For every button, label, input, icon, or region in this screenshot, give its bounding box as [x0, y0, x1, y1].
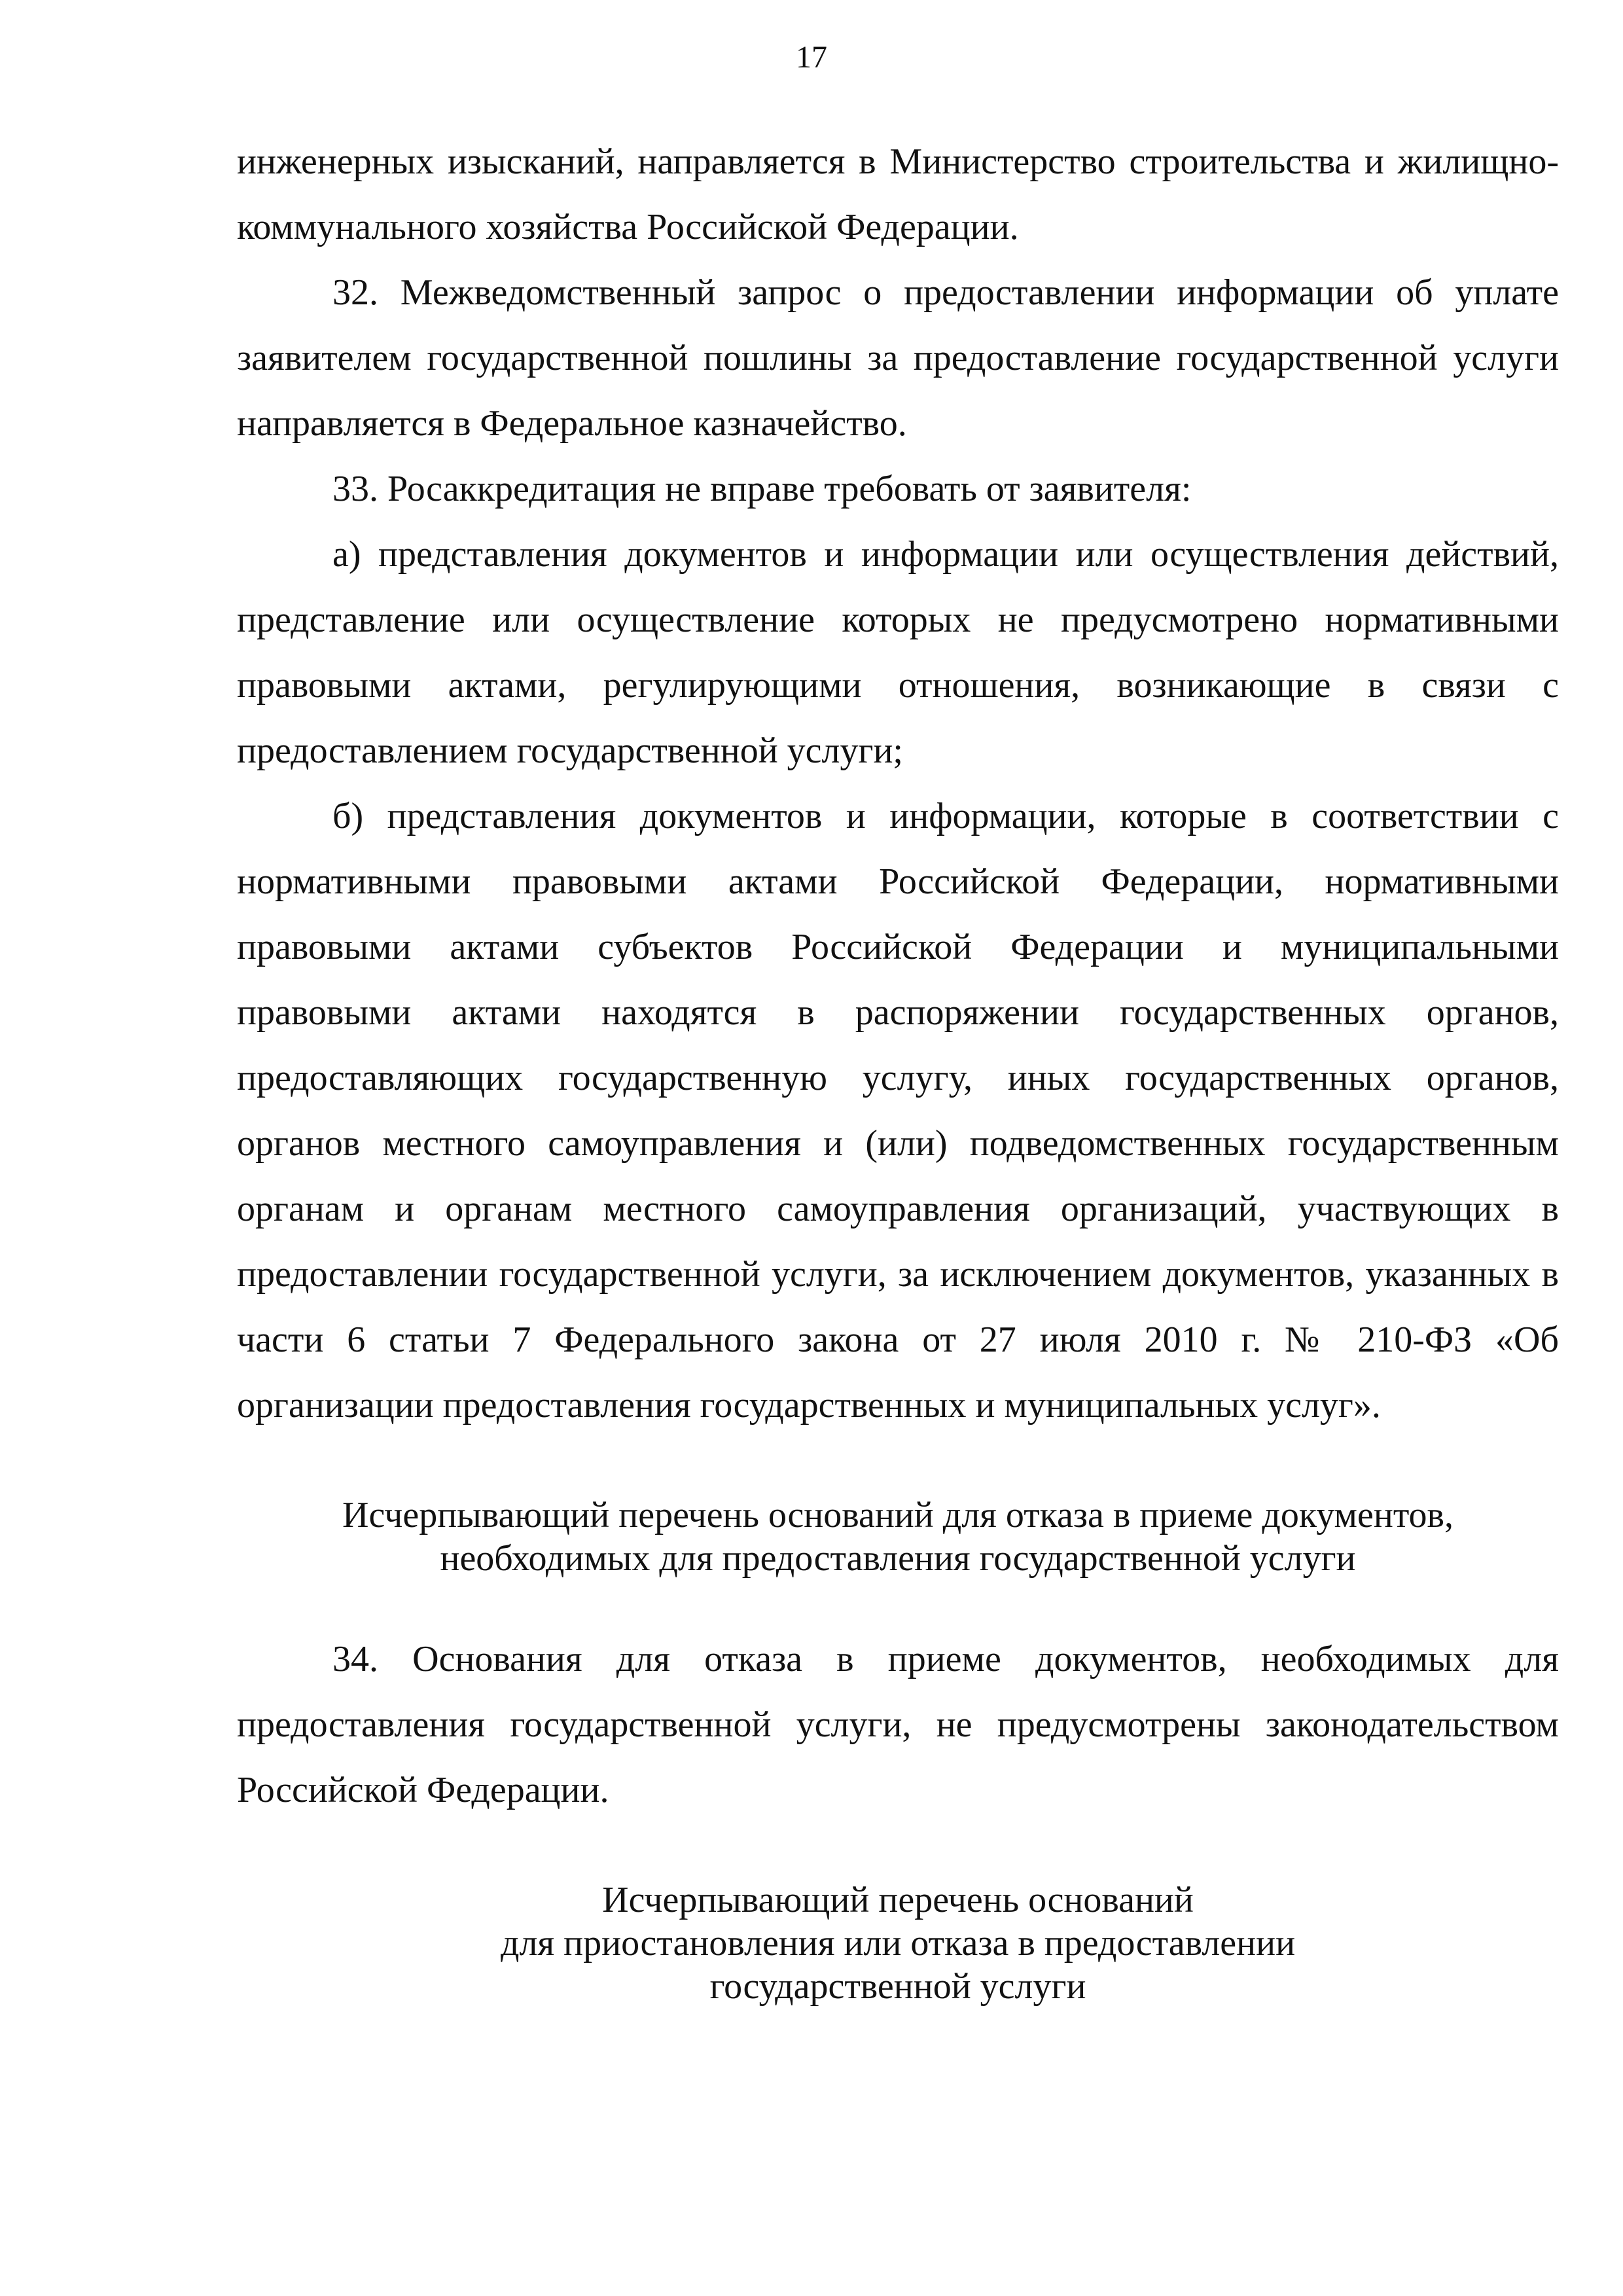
paragraph-33-b: б) представления документов и информации, которые в соответствии с нормативными правовыми актами Российской Федерации, нормативными правовыми актами субъектов Российской Федерации и муниципальными правовыми актами находятся в распоряжении государственных органов, предоставляющих государственную услугу, иных государственных органов, органов местного самоуправления и (или) подведомственных государственным органам и органам местного самоуправления организаций, участвующих в предоставлении государственной услуги, за исключением документов, указанных в части 6 статьи 7 Федерального закона от 27 июля 2010 г. № 210-ФЗ «Об организации предоставления государственных и муниципальных услуг». [237, 796, 1559, 1426]
paragraph-33-a: а) представления документов и информации или осуществления действий, представление или осуществление которых не предусмотрено нормативными правовыми актами, регулирующими отношения, возникающие в связи с предоставлением государственной услуги; [237, 534, 1559, 771]
heading-line: Исчерпывающий перечень оснований [602, 1880, 1194, 1920]
section-heading-refusal-documents [237, 1494, 1559, 1580]
heading-line: Исчерпывающий перечень оснований для отказа в приеме документов, [342, 1495, 1454, 1535]
heading-line: необходимых для предоставления государственной услуги [440, 1538, 1356, 1579]
paragraph-34: 34. Основания для отказа в приеме документов, необходимых для предоставления государственной услуги, не предусмотрены законодательством Российской Федерации. [237, 1639, 1559, 1810]
section-heading-suspension [237, 1878, 1559, 2008]
paragraph-continuation: инженерных изысканий, направляется в Министерство строительства и жилищно-коммунального хозяйства Российской Федерации. [237, 141, 1559, 247]
heading-line: государственной услуги [709, 1966, 1086, 2007]
paragraph-32: 32. Межведомственный запрос о предоставлении информации об уплате заявителем государственной пошлины за предоставление государственной услуги направляется в Федеральное казначейство. [237, 272, 1559, 444]
body-text-block [237, 129, 1559, 1438]
page-number: 17 [796, 40, 827, 75]
heading-line: для приостановления или отказа в предоставлении [500, 1923, 1296, 1964]
paragraph-33: 33. Росаккредитация не вправе требовать от заявителя: [332, 469, 1192, 509]
body-text-block-34 [237, 1626, 1559, 1823]
